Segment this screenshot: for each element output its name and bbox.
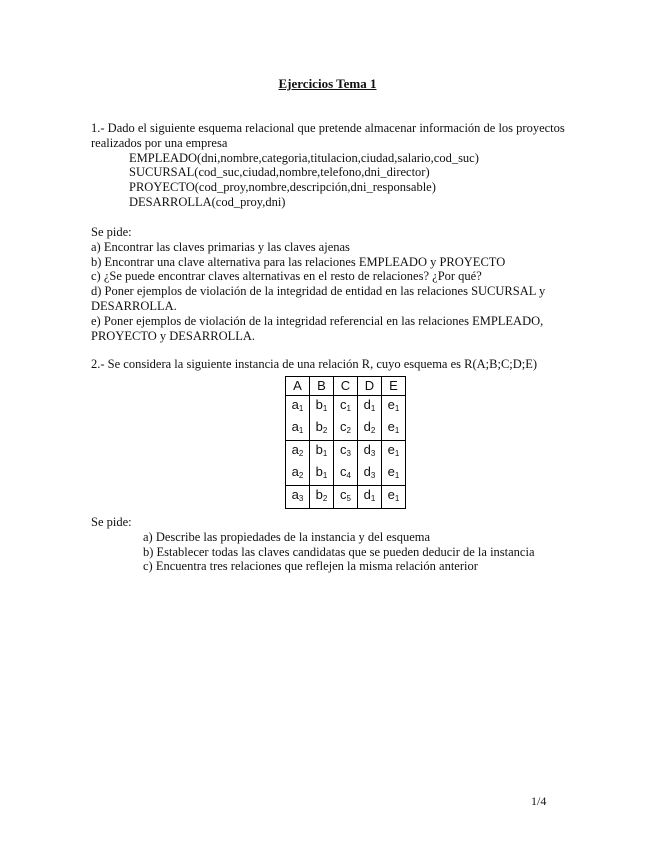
table-cell: $d_2$ [358, 418, 382, 441]
table-cell: $a_1$ [286, 418, 310, 441]
schema-line: SUCURSAL(cod_suc,ciudad,nombre,telefono,dni_director) [129, 165, 430, 180]
page-number: 1/4 [531, 794, 547, 808]
question-item: b) Encontrar una clave alternativa para las relaciones EMPLEADO y PROYECTO [91, 254, 506, 269]
exercise-1-questions [91, 225, 566, 343]
table-cell: $b_2$ [310, 486, 334, 509]
table-cell: $d_3$ [358, 441, 382, 464]
question-item: e) Poner ejemplos de violación de la integridad referencial en las relaciones EMPLEADO, PROYECTO y DESARROLLA. [91, 313, 544, 343]
table-cell: $a_2$ [286, 463, 310, 486]
exercise-1 [91, 121, 566, 210]
ask-label: Se pide: [91, 225, 132, 239]
question-item: d) Poner ejemplos de violación de la integridad de entidad en las relaciones SUCURSAL y DESARROLLA. [91, 284, 546, 313]
table-cell: $b_1$ [310, 441, 334, 464]
table-row [286, 441, 406, 464]
table-cell: $c_1$ [334, 396, 358, 419]
table-cell: $b_2$ [310, 418, 334, 441]
question-item: c) ¿Se puede encontrar claves alternativas en el resto de relaciones? ¿Por qué? [91, 269, 482, 284]
table-cell: $c_4$ [334, 463, 358, 486]
table-cell: $e_1$ [382, 463, 406, 486]
column-header: D [358, 377, 382, 396]
exercise-2-questions [91, 515, 566, 574]
exercise-2-intro: 2.- Se considera la siguiente instancia de una relación R, cuyo esquema es R(A;B;C;D;E) [91, 357, 538, 371]
table-cell: $e_1$ [382, 396, 406, 419]
table-cell: $c_5$ [334, 486, 358, 509]
table-row [286, 463, 406, 486]
question-item: a) Encontrar las claves primarias y las claves ajenas [91, 239, 350, 254]
question-item: c) Encuentra tres relaciones que reflejen la misma relación anterior [143, 559, 478, 574]
table-cell: $e_1$ [382, 418, 406, 441]
table-row [286, 418, 406, 441]
ask-label: Se pide: [91, 515, 132, 529]
table-cell: $d_1$ [358, 486, 382, 509]
table-cell: $e_1$ [382, 486, 406, 509]
schema-line: EMPLEADO(dni,nombre,categoria,titulacion,ciudad,salario,cod_suc) [129, 150, 479, 165]
column-header: B [310, 377, 334, 396]
table-cell: $a_3$ [286, 486, 310, 509]
table-cell: $a_1$ [286, 396, 310, 419]
question-item: a) Describe las propiedades de la instancia y del esquema [143, 529, 431, 544]
table-cell: $e_1$ [382, 441, 406, 464]
table-row [286, 486, 406, 509]
table-row [286, 396, 406, 419]
column-header: C [334, 377, 358, 396]
table-cell: $b_1$ [310, 463, 334, 486]
exercise-2 [91, 357, 566, 372]
table-cell: $d_1$ [358, 396, 382, 419]
schema-line: PROYECTO(cod_proy,nombre,descripción,dni_responsable) [129, 180, 436, 195]
table-header-row [286, 377, 406, 396]
table-cell: $a_2$ [286, 441, 310, 464]
relation-instance-table [285, 376, 406, 509]
page-title: Ejercicios Tema 1 [278, 76, 377, 91]
schema-line: DESARROLLA(cod_proy,dni) [129, 194, 286, 209]
table-cell: $b_1$ [310, 396, 334, 419]
table-cell: $d_3$ [358, 463, 382, 486]
column-header: E [382, 377, 406, 396]
table-cell: $c_3$ [334, 441, 358, 464]
column-header: A [286, 377, 310, 396]
exercise-1-intro: 1.- Dado el siguiente esquema relacional que pretende almacenar información de los proyectos realizados por una empresa [91, 121, 565, 150]
question-item: b) Establecer todas las claves candidatas que se pueden deducir de la instancia [143, 544, 535, 559]
table-cell: $c_2$ [334, 418, 358, 441]
